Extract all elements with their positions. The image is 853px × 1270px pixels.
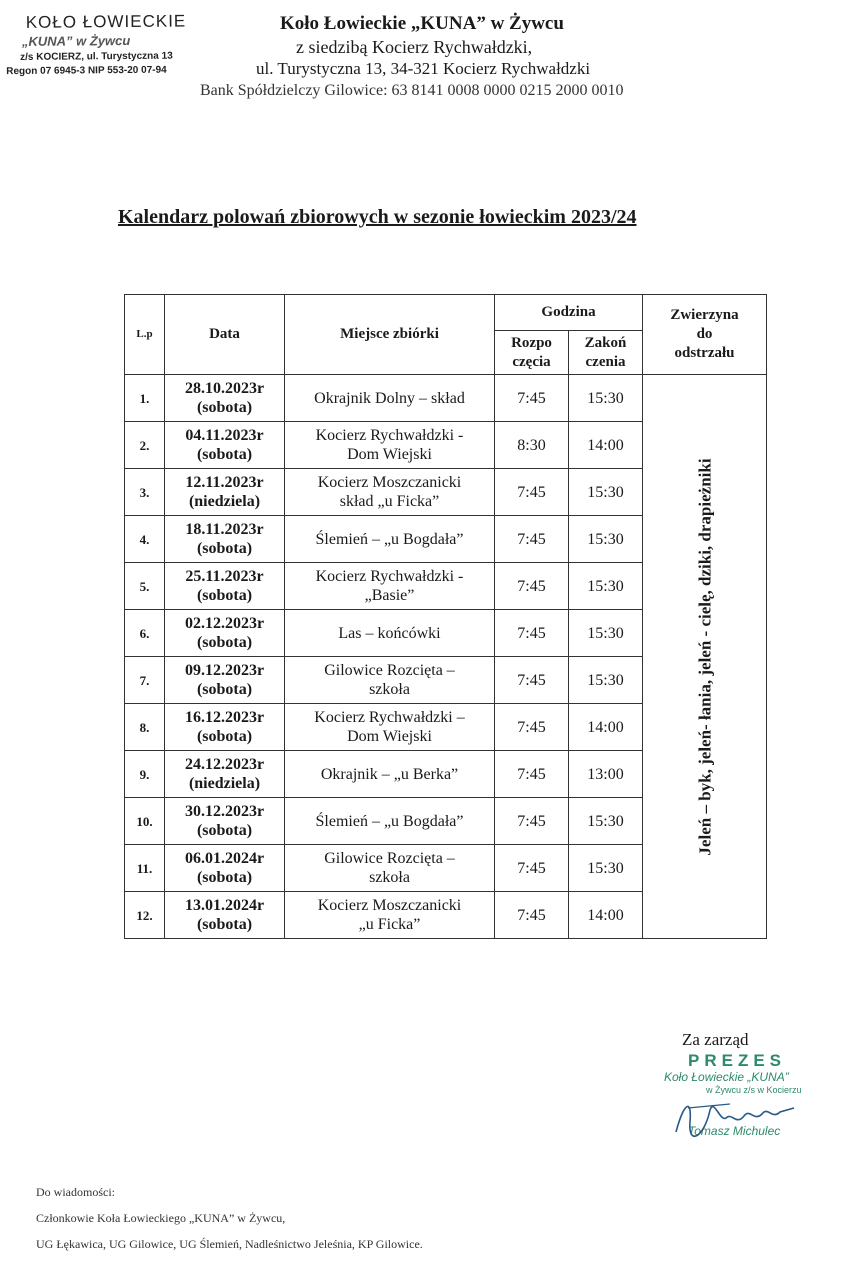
header-end — [569, 331, 643, 375]
row-day: (sobota) — [196, 399, 253, 416]
row-lp: 1. — [125, 375, 165, 422]
stamp-line-2: „KUNA” w Żywcu — [21, 32, 131, 49]
row-start: 7:45 — [495, 751, 569, 798]
header-game — [643, 295, 767, 375]
footer-line-1: Członkowie Koła Łowieckiego „KUNA” w Żywcu, — [36, 1211, 286, 1225]
row-place-line-1: Kocierz Moszczanicki — [317, 474, 462, 491]
stamp-title: PREZES — [688, 1051, 787, 1070]
row-date — [165, 469, 285, 516]
row-place-line-2: Dom Wiejski — [347, 728, 432, 745]
row-place-line-1: Kocierz Rychwałdzki - — [315, 427, 464, 444]
row-lp: 4. — [125, 516, 165, 563]
row-place-line-1: Kocierz Rychwałdzki - — [315, 568, 464, 585]
row-day: (sobota) — [196, 587, 253, 604]
row-place — [285, 422, 495, 469]
row-date — [165, 657, 285, 704]
row-date — [165, 704, 285, 751]
row-date — [165, 798, 285, 845]
header-end-line-1: Zakoń — [584, 334, 627, 351]
row-end: 14:00 — [569, 704, 643, 751]
bank-account: Bank Spółdzielczy Gilowice: 63 8141 0008 0000 0215 2000 0010 — [200, 82, 624, 99]
row-place — [285, 375, 495, 422]
row-end: 15:30 — [569, 845, 643, 892]
row-end: 13:00 — [569, 751, 643, 798]
row-place-line-1: Kocierz Rychwałdzki – — [314, 709, 465, 726]
row-date — [165, 516, 285, 563]
row-place-line-1: Ślemień – „u Bogdała” — [315, 530, 464, 548]
stamp-place: w Żywcu z/s w Kocierzu — [706, 1085, 802, 1095]
handwritten-signature-icon — [670, 1092, 810, 1142]
signature-label: Za zarząd — [682, 1030, 749, 1049]
row-place-line-1: Kocierz Moszczanicki — [317, 897, 462, 914]
row-date-value: 16.12.2023r — [184, 709, 265, 726]
row-date-value: 04.11.2023r — [185, 427, 264, 444]
row-end: 14:00 — [569, 422, 643, 469]
stamp-name: Tomasz Michulec — [688, 1124, 781, 1138]
row-day: (sobota) — [196, 446, 253, 463]
header-start-line-1: Rozpo — [511, 334, 552, 351]
row-date — [165, 375, 285, 422]
stamp-line-4: Regon 07 6945-3 NIP 553-20 07-94 — [6, 64, 167, 78]
row-place-line-1: Las – końcówki — [338, 624, 441, 642]
row-start: 7:45 — [495, 798, 569, 845]
row-lp: 7. — [125, 657, 165, 704]
row-lp: 10. — [125, 798, 165, 845]
row-date-value: 28.10.2023r — [184, 380, 265, 397]
row-lp: 12. — [125, 892, 165, 939]
club-stamp — [6, 11, 251, 79]
row-end: 15:30 — [569, 516, 643, 563]
row-place — [285, 563, 495, 610]
row-lp: 3. — [125, 469, 165, 516]
row-place — [285, 798, 495, 845]
row-end: 15:30 — [569, 375, 643, 422]
game-species-text: Jeleń – byk, jeleń- łania, jeleń - cielę, dziki, drapieżniki — [695, 457, 714, 856]
row-lp: 11. — [125, 845, 165, 892]
row-start: 7:45 — [495, 469, 569, 516]
row-end: 15:30 — [569, 469, 643, 516]
row-day: (sobota) — [196, 634, 253, 651]
row-start: 7:45 — [495, 610, 569, 657]
row-place — [285, 845, 495, 892]
row-date-value: 18.11.2023r — [185, 521, 264, 538]
row-place — [285, 657, 495, 704]
page-title: Kalendarz polowań zbiorowych w sezonie łowieckim 2023/24 — [118, 206, 637, 228]
row-day: (sobota) — [196, 540, 253, 557]
row-date-value: 06.01.2024r — [184, 850, 265, 867]
row-start: 7:45 — [495, 657, 569, 704]
letterhead — [200, 12, 740, 102]
row-start: 7:45 — [495, 563, 569, 610]
row-day: (sobota) — [196, 869, 253, 886]
row-date — [165, 845, 285, 892]
row-place-line-2: szkoła — [369, 869, 410, 886]
header-place: Miejsce zbiórki — [285, 295, 495, 375]
row-start: 7:45 — [495, 845, 569, 892]
row-lp: 5. — [125, 563, 165, 610]
row-place-line-2: „u Ficka” — [358, 916, 421, 933]
row-date — [165, 751, 285, 798]
header-hours: Godzina — [495, 295, 643, 331]
row-place-line-2: „Basie” — [364, 587, 415, 604]
row-lp: 2. — [125, 422, 165, 469]
row-place-line-2: Dom Wiejski — [347, 446, 432, 463]
header-game-line-3: odstrzału — [674, 345, 735, 361]
row-start: 7:45 — [495, 375, 569, 422]
game-species — [643, 375, 767, 939]
row-day: (niedziela) — [188, 775, 261, 792]
row-place — [285, 704, 495, 751]
row-place — [285, 892, 495, 939]
header-end-line-2: czenia — [585, 353, 626, 370]
row-place-line-1: Okrajnik Dolny – skład — [314, 389, 465, 407]
row-date-value: 24.12.2023r — [184, 756, 265, 773]
row-day: (sobota) — [196, 822, 253, 839]
header-date: Data — [165, 295, 285, 375]
footer-line-2: UG Łękawica, UG Gilowice, UG Ślemień, Nadleśnictwo Jeleśnia, KP Gilowice. — [36, 1237, 423, 1251]
header-lp: L.p — [125, 295, 165, 375]
row-end: 15:30 — [569, 657, 643, 704]
hunt-calendar-table — [124, 294, 767, 939]
row-date-value: 13.01.2024r — [184, 897, 265, 914]
row-place — [285, 610, 495, 657]
row-end: 15:30 — [569, 563, 643, 610]
row-lp: 6. — [125, 610, 165, 657]
row-date-value: 25.11.2023r — [185, 568, 264, 585]
stamp-line-1: KOŁO ŁOWIECKIE — [25, 11, 187, 32]
row-place-line-1: Ślemień – „u Bogdała” — [315, 812, 464, 830]
header-game-line-1: Zwierzyna — [670, 307, 739, 323]
row-date-value: 12.11.2023r — [185, 474, 264, 491]
row-place — [285, 469, 495, 516]
row-date — [165, 422, 285, 469]
row-place-line-1: Gilowice Rozcięta – — [324, 662, 455, 679]
row-date-value: 09.12.2023r — [184, 662, 265, 679]
row-place — [285, 516, 495, 563]
row-day: (niedziela) — [188, 493, 261, 510]
row-lp: 9. — [125, 751, 165, 798]
row-start: 8:30 — [495, 422, 569, 469]
row-place — [285, 751, 495, 798]
row-lp: 8. — [125, 704, 165, 751]
row-end: 15:30 — [569, 610, 643, 657]
row-start: 7:45 — [495, 892, 569, 939]
row-date — [165, 892, 285, 939]
row-start: 7:45 — [495, 704, 569, 751]
club-address: ul. Turystyczna 13, 34-321 Kocierz Rychwałdzki — [256, 59, 591, 78]
club-seat: z siedzibą Kocierz Rychwałdzki, — [296, 37, 533, 57]
row-place-line-2: szkoła — [369, 681, 410, 698]
row-day: (sobota) — [196, 681, 253, 698]
distribution-list — [36, 1184, 423, 1262]
row-end: 15:30 — [569, 798, 643, 845]
club-name: Koło Łowieckie „KUNA” w Żywcu — [280, 13, 564, 34]
table-row — [125, 375, 767, 422]
stamp-club: Koło Łowieckie „KUNA” — [664, 1070, 789, 1084]
row-date-value: 30.12.2023r — [184, 803, 265, 820]
row-place-line-1: Okrajnik – „u Berka” — [320, 765, 459, 783]
row-place-line-1: Gilowice Rozcięta – — [324, 850, 455, 867]
header-start — [495, 331, 569, 375]
header-start-line-2: częcia — [512, 353, 551, 370]
row-start: 7:45 — [495, 516, 569, 563]
row-end: 14:00 — [569, 892, 643, 939]
signature-block — [640, 1030, 840, 1170]
row-date — [165, 563, 285, 610]
header-game-line-2: do — [696, 326, 713, 342]
row-day: (sobota) — [196, 916, 253, 933]
row-day: (sobota) — [196, 728, 253, 745]
row-place-line-2: skład „u Ficka” — [339, 493, 440, 510]
footer-heading: Do wiadomości: — [36, 1185, 115, 1199]
row-date-value: 02.12.2023r — [184, 615, 265, 632]
row-date — [165, 610, 285, 657]
stamp-line-3: z/s KOCIERZ, ul. Turystyczna 13 — [20, 50, 173, 63]
